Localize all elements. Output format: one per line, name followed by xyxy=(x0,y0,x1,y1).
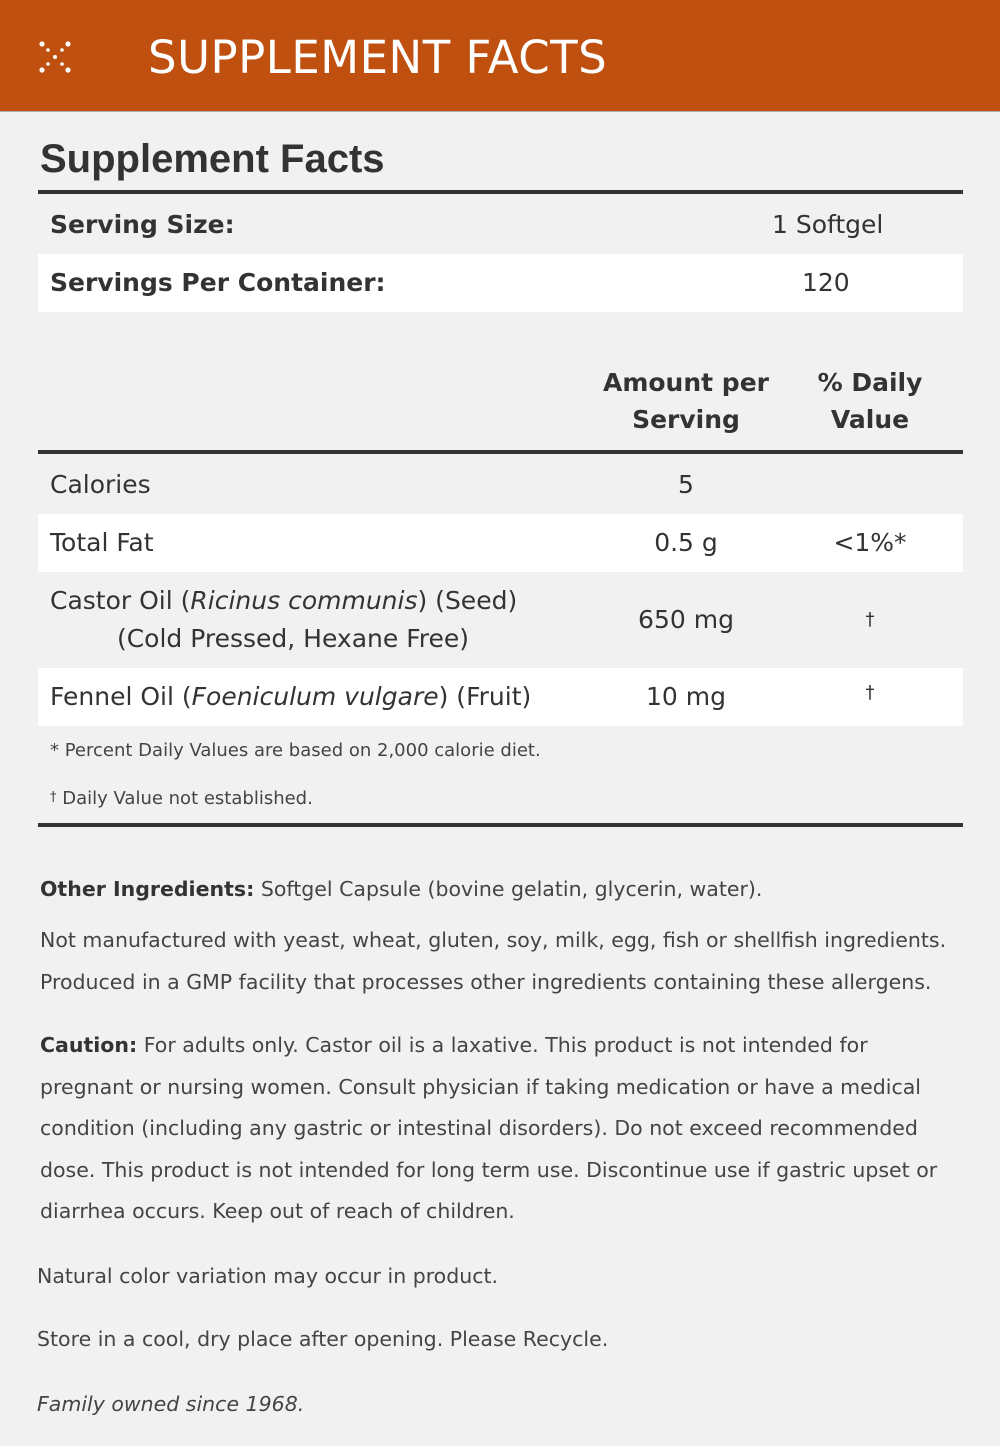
allergen-statement: Not manufactured with yeast, wheat, gluten, soy, milk, egg, fish or shellfish ingredients. Produced in a GMP facility that processes other ingredients containing these allergens. xyxy=(40,928,947,994)
nutrient-dv: <1%* xyxy=(833,528,907,557)
caution-statement: Caution: For adults only. Castor oil is a laxative. This product is not intended for pregnant or nursing women. Consult physician if taking medication or have a medical condition (including any gastric or intestinal disorders). Do not exceed recommended dose. This product is not intended for long term use. Discontinue use if gastric upset or diarrhea occurs. Keep out of reach of children. xyxy=(40,1033,938,1223)
storage-note: Store in a cool, dry place after opening. Please Recycle. xyxy=(37,1327,609,1351)
dv-header-line1: % Daily xyxy=(817,368,923,397)
panel-bottom-rule xyxy=(38,823,963,827)
nutrient-name: Total Fat xyxy=(50,528,154,557)
panel-title: Supplement Facts xyxy=(40,137,385,181)
header-bar xyxy=(0,0,1000,112)
table-row xyxy=(38,514,963,572)
nutrient-name-detail: (Cold Pressed, Hexane Free) xyxy=(116,624,470,653)
nutrient-amount: 650 mg xyxy=(638,605,734,634)
color-variation-note: Natural color variation may occur in product. xyxy=(37,1264,499,1288)
amount-header-line2: Serving xyxy=(632,405,740,434)
table-row xyxy=(38,572,963,668)
other-ingredients-label: Other Ingredients: xyxy=(40,877,255,901)
dv-header-line2: Value xyxy=(830,405,910,434)
family-owned-note: Family owned since 1968. xyxy=(37,1392,305,1416)
footnote-not-established: † Daily Value not established. xyxy=(50,788,313,809)
caution-label: Caution: xyxy=(40,1033,138,1057)
nutrient-amount: 0.5 g xyxy=(654,528,718,557)
servings-per-container-value: 120 xyxy=(802,268,850,297)
header-title: SUPPLEMENT FACTS xyxy=(148,31,608,84)
sparkle-x-icon xyxy=(38,40,72,74)
amount-header-line1: Amount per xyxy=(602,368,769,397)
other-ingredients: Other Ingredients: Softgel Capsule (bovine gelatin, glycerin, water). xyxy=(40,877,763,901)
serving-size-value: 1 Softgel xyxy=(772,210,884,239)
nutrient-name: Fennel Oil (Foeniculum vulgare) (Fruit) xyxy=(50,682,532,711)
nutrient-name: Calories xyxy=(50,470,151,499)
servings-per-container-row xyxy=(38,254,963,312)
column-headers xyxy=(38,362,963,442)
footnote-daily-values: * Percent Daily Values are based on 2,000 calorie diet. xyxy=(50,740,541,761)
serving-size-label: Serving Size: xyxy=(50,210,235,239)
title-rule xyxy=(38,190,963,194)
nutrient-name: Castor Oil (Ricinus communis) (Seed) xyxy=(50,586,518,615)
table-row xyxy=(38,668,963,726)
nutrient-amount: 10 mg xyxy=(646,682,726,711)
servings-per-container-label: Servings Per Container: xyxy=(50,268,386,297)
header-rule xyxy=(38,450,963,454)
dagger-mark: † xyxy=(865,682,875,703)
dagger-mark: † xyxy=(865,609,875,630)
table-row xyxy=(38,456,963,514)
nutrient-amount: 5 xyxy=(678,470,694,499)
serving-size-row xyxy=(38,196,963,254)
